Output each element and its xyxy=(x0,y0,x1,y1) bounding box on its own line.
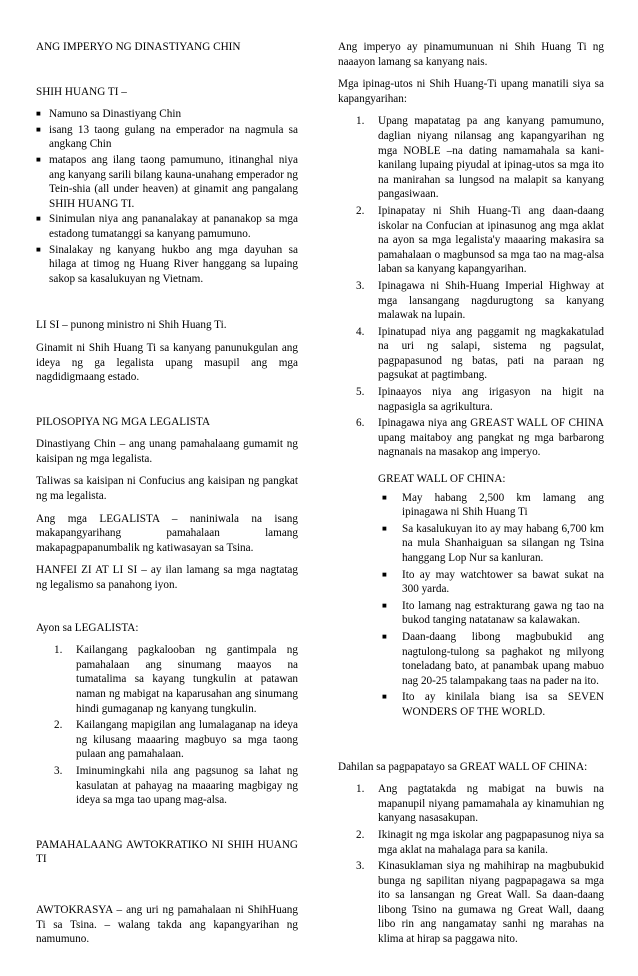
ayon-list xyxy=(36,643,298,808)
list-item: ■ Ito ay may watchtower sa bawat sukat na 300 yarda. xyxy=(378,568,604,597)
intro-paragraph: Ang imperyo ay pinamumunuan ni Shih Huang Ti ng naaayon lamang sa kanyang nais. xyxy=(338,41,604,68)
list-item: 3. Ipinagawa ni Shih-Huang Imperial Highway at mga lansangang nagdurugtong sa kanyang malawak na lupain. xyxy=(356,279,604,322)
legalista-paragraph: Dinastiyang Chin – ang unang pamahalaang gumamit ng kaisipan ng mga legalista. xyxy=(36,438,298,465)
legalista-paragraph: Taliwas sa kaisipan ni Confucius ang kaisipan ng pangkat ng ma legalista. xyxy=(36,475,298,503)
list-item: ■ Ito ay kinilala biang isa sa SEVEN WONDERS OF THE WORLD. xyxy=(378,690,604,719)
list-item: ■ Daan-daang libong magbubukid ang nagtulong-tulong sa paghakot ng milyong toneladang bato, at panambak upang mabuo nag 20-25 talampakang taas na pader na ito. xyxy=(378,630,604,688)
list-item: 5. Ipinaayos niya ang irigasyon na higit na nagpasigla sa agrikultura. xyxy=(356,386,604,413)
list-item: ■ Sa kasalukuyan ito ay may habang 6,700 km na mula Shanhaiguan sa silangan ng Tsina hanggang Lop Nur sa kanluran. xyxy=(378,522,604,566)
document-title: ANG IMPERYO NG DINASTIYANG CHIN xyxy=(36,41,241,53)
legalista-paragraph: Ang mga LEGALISTA – naniniwala na isang makapangyarihang pamahalaan lamang makapagpapanumbalik ng katiwasayan sa Tsina. xyxy=(36,512,298,554)
utos-list xyxy=(338,114,604,460)
right-column xyxy=(338,40,604,955)
great-wall-section xyxy=(338,472,604,720)
legalista-heading: PILOSOPIYA NG MGA LEGALISTA xyxy=(36,415,211,428)
shih-huang-ti-heading: SHIH HUANG TI – xyxy=(36,85,127,98)
list-item: ■ May habang 2,500 km lamang ang ipinagawa ni Shih Huang Ti xyxy=(378,491,604,520)
dahilan-list xyxy=(338,782,604,947)
pamahalaang-heading: PAMAHALAANG AWTOKRATIKO NI SHIH HUANG TI xyxy=(36,838,298,866)
ayon-heading: Ayon sa LEGALISTA: xyxy=(36,621,139,634)
list-item: ■ Ito lamang nag estrakturang gawa ng tao na bukod tanging natatanaw sa kalawakan. xyxy=(378,599,604,628)
list-item: 1. Kailangang pagkalooban ng gantimpala ng pamahalaan ang sinumang maayos na tumatalima sa kayang tungkulin at patawan naman ng mabigat na kaparusahan ang sinumang hindi gumaganap ng kanyang tungkulin. xyxy=(54,644,298,715)
awtokrasya-paragraph: AWTOKRASYA – ang uri ng pamahalaan ni ShihHuang Ti sa Tsina. – walang takda ang kapangyarihan ng namumuno. xyxy=(36,903,298,946)
list-item: 1. Ang pagtatakda ng mabigat na buwis na mapanupil niyang pamamahala ay kinamuhian ng kanyang nasasakupan. xyxy=(356,783,604,825)
li-si-paragraph: Ginamit ni Shih Huang Ti sa kanyang panunukgulan ang ideya ng ga legalista upang masupil ang mga nagdidigmaang estado. xyxy=(36,341,298,384)
list-item: ■ isang 13 taong gulang na emperador na nagmula sa angkang Chin xyxy=(36,123,298,152)
li-si-heading: LI SI – punong ministro ni Shih Huang Ti. xyxy=(36,319,227,332)
legalista-paragraph: HANFEI ZI AT LI SI – ay ilan lamang sa mga nagtatag ng legalismo sa panahong iyon. xyxy=(36,564,298,592)
list-item: 1. Upang mapatatag pa ang kanyang pamumuno, daglian niyang nilansag ang kapangyarihan ng mga NOBLE –na dating namamahala sa kani-kanilang lupaing piyudal at ipinag-utos sa mga ito na manirahan sa lungsod na malapit sa kanyang pangasiwaan. xyxy=(356,115,604,201)
list-item: ■ Sinimulan niya ang pananalakay at pananakop sa mga estadong tumatanggi sa kanyang pamumuno. xyxy=(36,212,298,241)
list-item: 4. Ipinatupad niya ang paggamit ng magkakatulad na uri ng salapi, sistema ng pagsulat, pagpapasunod ng batas, pati na paraan ng pagsukat at pagtimbang. xyxy=(356,325,604,382)
list-item: 3. Iminumingkahi nila ang pagsunog sa lahat ng kasulatan at pahayag na maaaring magbigay ng ideya sa mga tao upang mag-alsa. xyxy=(54,764,298,807)
great-wall-title: GREAT WALL OF CHINA: xyxy=(378,473,506,486)
intro-paragraph: Mga ipinag-utos ni Shih Huang-Ti upang manatili siya sa kapangyarihan: xyxy=(338,78,604,105)
great-wall-list xyxy=(378,491,604,720)
list-item: 6. Ipinagawa niya ang GREAST WALL OF CHINA upang maitaboy ang pangkat ng mga barbarong nagnanais na masakop ang imperyo. xyxy=(356,417,604,459)
dahilan-heading: Dahilan sa pagpapatayo sa GREAT WALL OF CHINA: xyxy=(338,760,588,773)
list-item: 3. Kinasuklaman siya ng mahihirap na magbubukid bunga ng sapilitan niyang pagpapagawa sa mga ito sa lansangan ng Great Wall. Sa daan-daang libong Tsino na gumawa ng Great Wall, daang libo rin ang nangamatay sanhi ng marahas na klima at hirap sa paggawa nito. xyxy=(356,860,604,946)
left-column xyxy=(36,40,298,955)
list-item: 2. Ikinagit ng mga iskolar ang pagpapasunog niya sa mga aklat na mahalaga para sa kanila. xyxy=(356,828,604,856)
list-item: ■ matapos ang ilang taong pamumuno, itinanghal niya ang kanyang sarili bilang kauna-unahang emperador ng Tein-shia (all under heaven) at ginamit ang pangalang SHIH HUANG TI. xyxy=(36,153,298,211)
list-item: ■ Sinalakay ng kanyang hukbo ang mga dayuhan sa hilaga at timog ng Huang River hanggang sa lupaing sakop sa kasalukuyan ng Vietnam. xyxy=(36,243,298,287)
shih-huang-ti-list xyxy=(36,107,298,286)
list-item: 2. Ipinapatay ni Shih Huang-Ti ang daan-daang iskolar na Confucian at ipinasunog ang mga aklat na ayon sa mga legalista'y maaaring makasira sa pamahalaan o magbunsod sa mga tao na mag-alsa laban sa kanyang kapangyarihan. xyxy=(356,204,604,276)
list-item: 2. Kailangang mapigilan ang lumalaganap na ideya ng kilusang maaaring magbuyo sa mga taong pulaan ang pamahalaan. xyxy=(54,719,298,761)
list-item: ■ Namuno sa Dinastiyang Chin xyxy=(36,107,298,122)
